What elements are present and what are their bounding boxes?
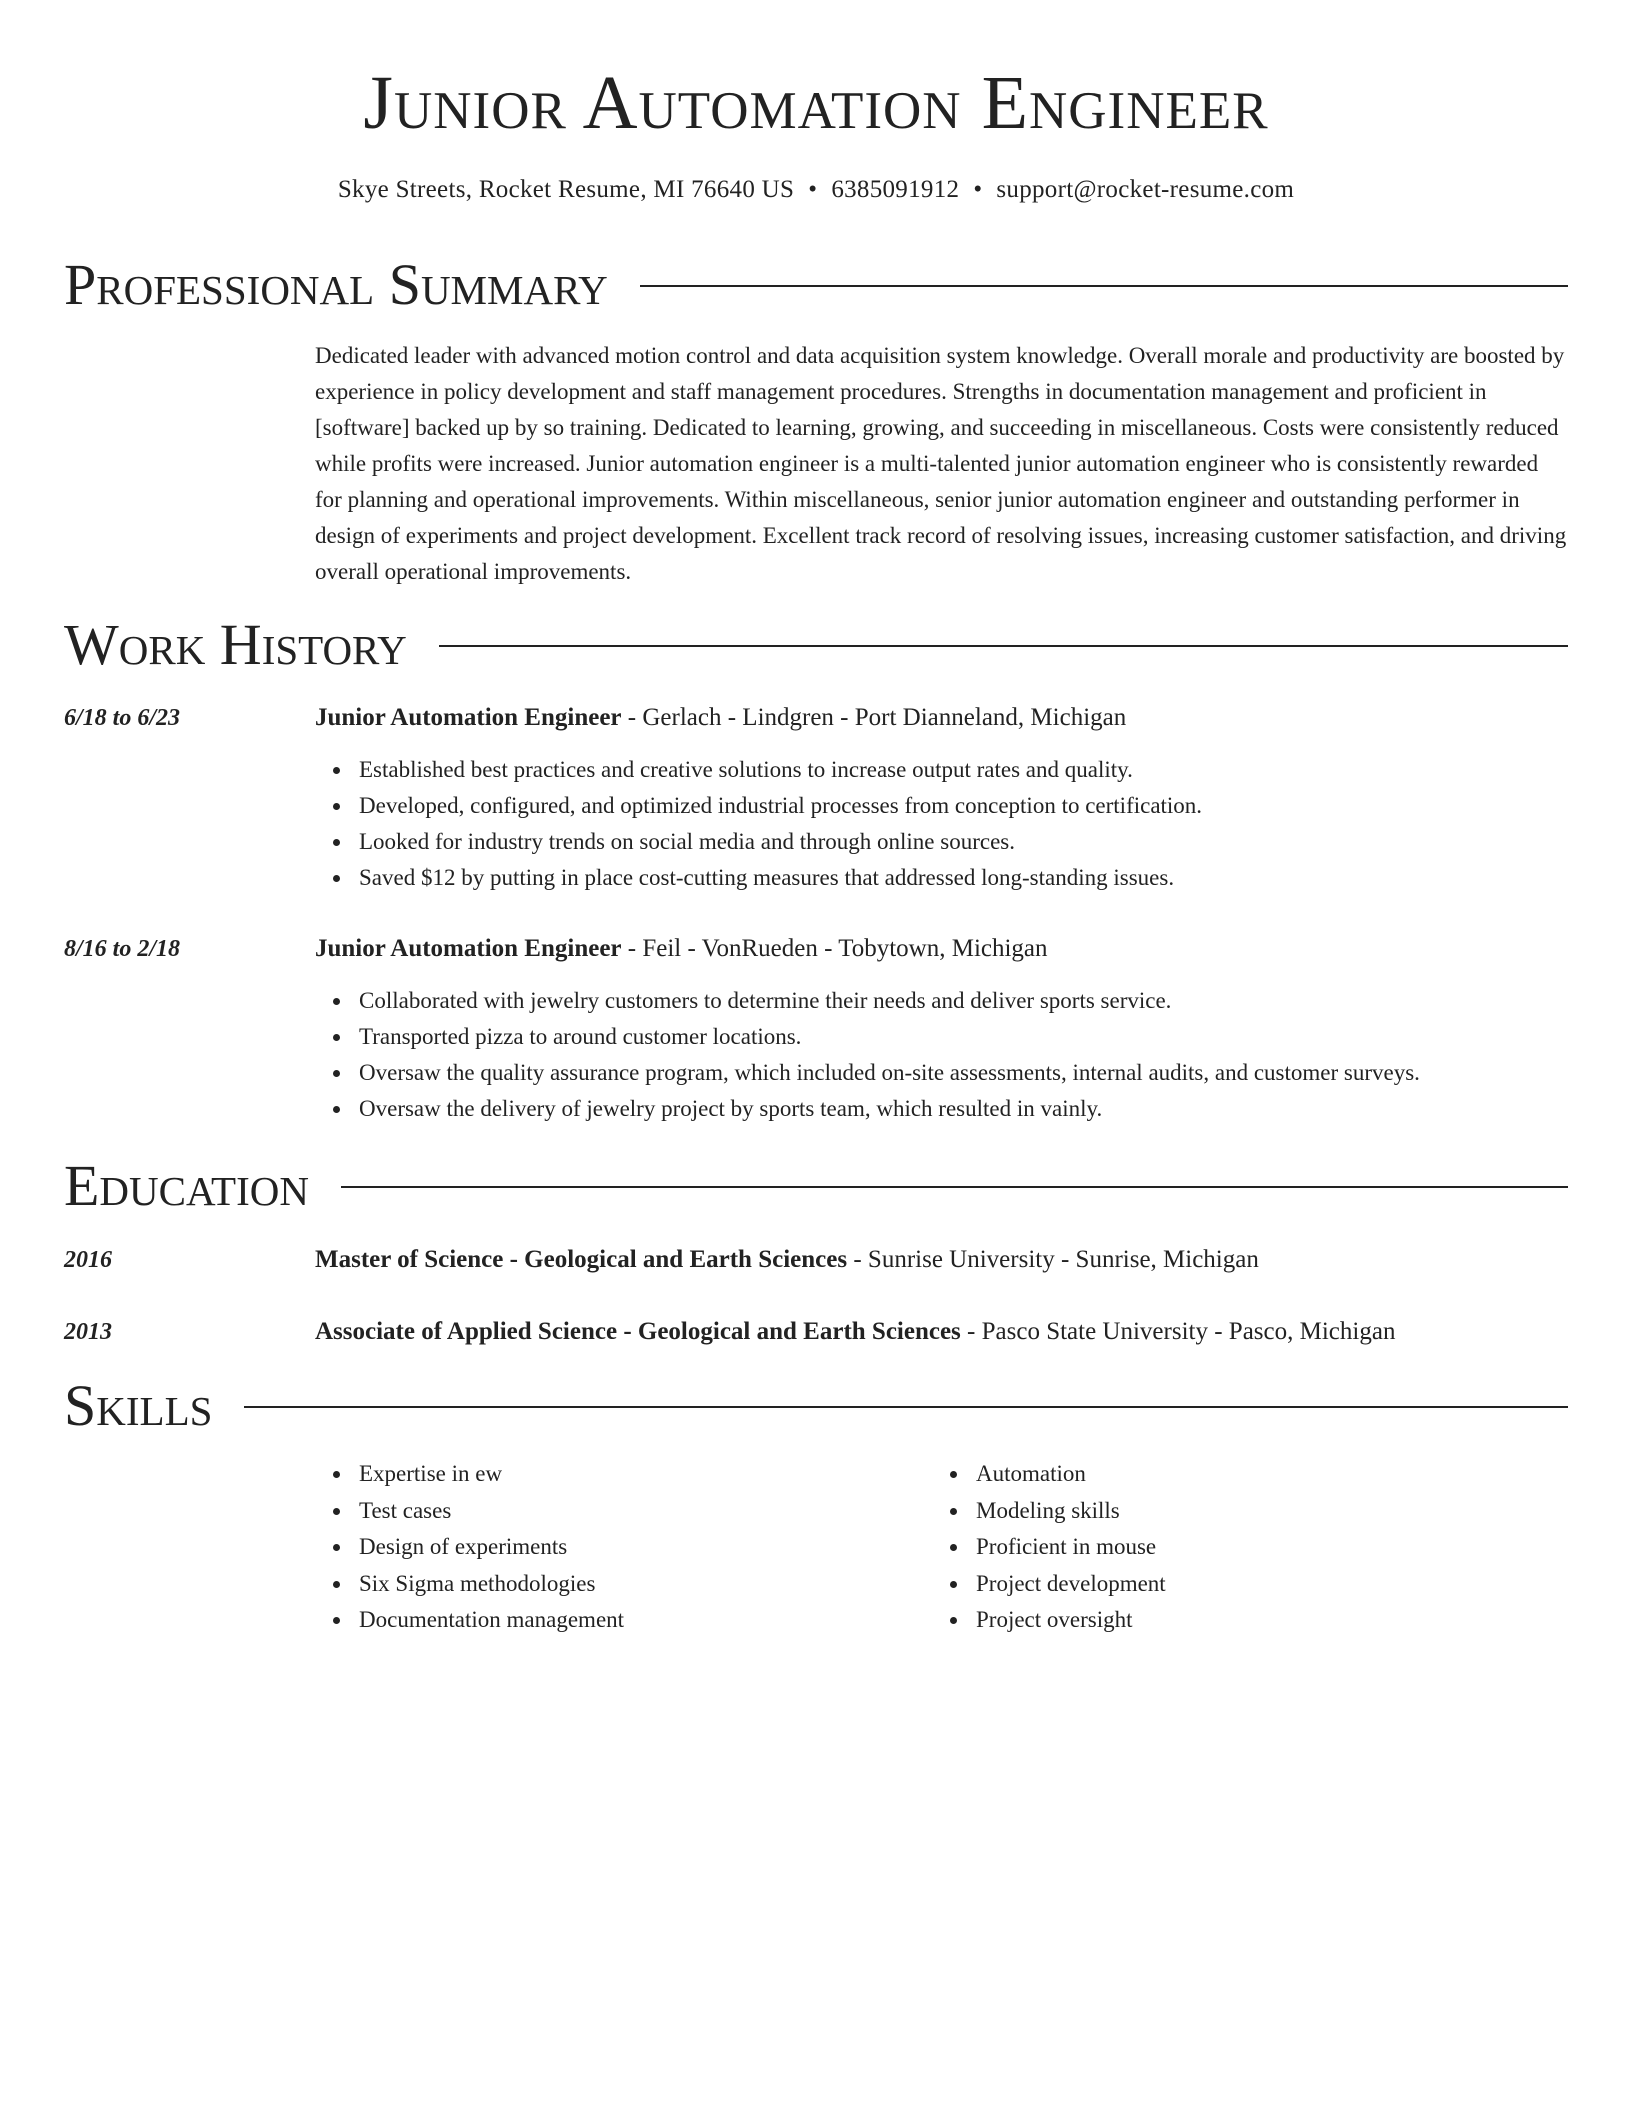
section-divider [341,1186,1568,1188]
contact-line [64,172,1568,208]
education-year: 2013 [64,1319,112,1345]
list-item: Proficient in mouse [976,1529,1166,1566]
school-details: - Pasco State University - Pasco, Michigan [960,1318,1396,1345]
work-dates: 8/16 to 2/18 [64,936,181,962]
contact-phone: 6385091912 [831,176,960,203]
education-year: 2016 [64,1247,112,1273]
list-item: Saved $12 by putting in place cost-cutting measures that addressed long-standing issues. [359,860,1569,896]
list-item: Six Sigma methodologies [359,1566,624,1603]
education-title [315,1314,1395,1350]
list-item: Modeling skills [976,1493,1166,1530]
job-title: Junior Automation Engineer [315,704,622,731]
degree-name: Associate of Applied Science - Geological and Earth Sciences [315,1318,961,1345]
summary-text: Dedicated leader with advanced motion control and data acquisition system knowledge. Overall morale and productivity are boosted by experience in policy development and staff management procedures. Strengths in documentation management and proficient in [software] backed up by so training. Dedicated to learning, growing, and succeeding in miscellaneous. Costs were consistently reduced while profits were increased. Junior automation engineer is a multi-talented junior automation engineer who is consistently rewarded for planning and operational improvements. Within miscellaneous, senior junior automation engineer and outstanding performer in design of experiments and project development. Excellent track record of resolving issues, increasing customer satisfaction, and driving overall operational improvements. [315,343,1567,584]
work-bullets [315,752,1569,896]
list-item: Transported pizza to around customer locations. [359,1019,1569,1055]
section-divider [244,1406,1568,1408]
contact-email: support@rocket-resume.com [996,176,1295,203]
list-item: Design of experiments [359,1529,624,1566]
contact-separator: • [808,176,818,203]
job-title: Junior Automation Engineer [315,935,622,962]
section-divider [640,285,1568,287]
list-item: Expertise in ew [359,1456,624,1493]
skills-section-header [64,1374,1568,1438]
resume-name: Junior Automation Engineer [363,61,1269,145]
work-dates: 6/18 to 6/23 [64,705,181,731]
list-item: Test cases [359,1493,624,1530]
list-item: Documentation management [359,1602,624,1639]
list-item: Established best practices and creative solutions to increase output rates and quality. [359,752,1569,788]
section-title-skills: Skills [64,1373,213,1438]
work-title [315,931,1048,967]
contact-address: Skye Streets, Rocket Resume, MI 76640 US [337,176,795,203]
work-bullets [315,983,1569,1127]
job-details: - Feil - VonRueden - Tobytown, Michigan [621,935,1048,962]
contact-separator: • [973,176,983,203]
skills-list-left [315,1456,624,1639]
list-item: Project oversight [976,1602,1166,1639]
work-section-header [64,613,1568,677]
list-item: Automation [976,1456,1166,1493]
summary-section-header [64,253,1568,317]
list-item: Developed, configured, and optimized industrial processes from conception to certification. [359,788,1569,824]
work-title [315,700,1126,736]
section-title-education: Education [64,1153,309,1218]
school-details: - Sunrise University - Sunrise, Michigan [847,1246,1259,1273]
list-item: Oversaw the quality assurance program, which included on-site assessments, internal audits, and customer surveys. [359,1055,1569,1091]
section-title-work: Work History [64,612,407,677]
section-title-summary: Professional Summary [64,252,608,317]
list-item: Project development [976,1566,1166,1603]
list-item: Oversaw the delivery of jewelry project by sports team, which resulted in vainly. [359,1091,1569,1127]
education-title [315,1242,1259,1278]
list-item: Looked for industry trends on social media and through online sources. [359,824,1569,860]
degree-name: Master of Science - Geological and Earth Sciences [315,1246,848,1273]
skills-list-right [932,1456,1166,1639]
section-divider [439,645,1568,647]
list-item: Collaborated with jewelry customers to determine their needs and deliver sports service. [359,983,1569,1019]
job-details: - Gerlach - Lindgren - Port Dianneland, Michigan [621,704,1127,731]
education-section-header [64,1154,1568,1218]
